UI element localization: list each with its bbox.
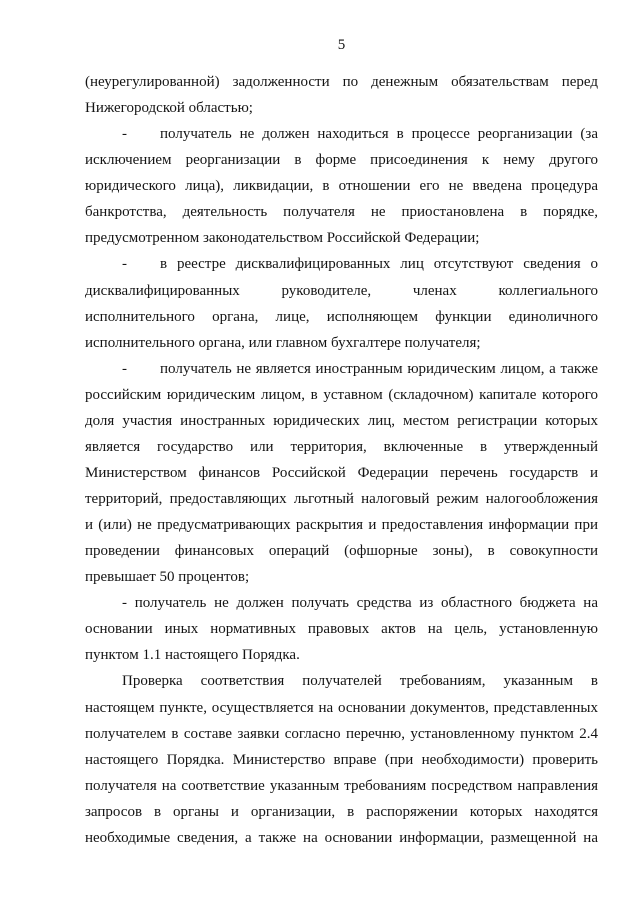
text-line: российским юридическим лицом, в уставном (складочном) капитале которого [85,386,598,403]
text-line: получателя на соответствие указанным требованиям посредством направления [85,777,598,794]
list-item-first-line [85,251,598,277]
text-line: превышает 50 процентов; [85,569,250,586]
text-line: Проверка соответствия получателей требованиям, указанным в [122,673,598,690]
text-line: пунктом 1.1 настоящего Порядка. [85,647,300,664]
page-number: 5 [337,37,346,53]
paragraph [85,668,598,850]
text-line: территорий, предоставляющих льготный налоговый режим налогообложения [85,491,598,507]
list-dash: - [122,126,127,143]
list-dash: - [122,256,127,273]
text-line: (неурегулированной) задолженности по денежным обязательствам перед [85,74,598,90]
text-line: дисквалифицированных руководителе, членах коллегиального [85,282,598,299]
text-line: - получатель не должен получать средства из областного бюджета на [122,595,598,612]
list-item [85,356,598,591]
text-line: получатель не является иностранным юридическим лицом, а также [160,360,598,377]
list-item-first-line [85,121,598,147]
list-item-first-line [85,356,598,382]
text-line: исполнительного органа, лице, исполняющем функции единоличного [85,308,598,325]
text-line: Министерством финансов Российской Федерации перечень государств и [85,464,598,481]
text-line: получателем в составе заявки согласно перечню, установленному пунктом 2.4 [85,725,598,742]
text-line: Нижегородской областью; [85,100,253,117]
text-line: юридического лица), ликвидации, в отношении его не введена процедура [85,178,598,195]
text-line: необходимые сведения, а также на основании информации, размещенной на [85,829,598,846]
document-body [85,69,598,851]
text-line: исключением реорганизации в форме присоединения к нему другого [85,152,598,169]
text-line: в реестре дисквалифицированных лиц отсутствуют сведения о [160,256,598,273]
paragraph [85,69,598,121]
text-line: и (или) не предусматривающих раскрытия и предоставления информации при [85,517,598,534]
text-line: является государство или территория, включенные в утвержденный [85,438,598,455]
text-line: доля участия иностранных юридических лиц, местом регистрации которых [85,412,598,429]
text-line: основании иных нормативных правовых актов на цель, установленную [85,621,598,638]
list-item [85,121,598,251]
text-line: настоящего Порядка. Министерство вправе (при необходимости) проверить [85,751,598,768]
list-dash: - [122,360,127,377]
text-line: настоящем пункте, осуществляется на основании документов, представленных [85,699,598,716]
list-item [85,251,598,355]
text-line: запросов в органы и организации, в распоряжении которых находятся [85,803,598,820]
text-line: проведении финансовых операций (офшорные зоны), в совокупности [85,543,598,560]
text-line: предусмотренном законодательством Российской Федерации; [85,230,480,247]
text-line: получатель не должен находиться в процессе реорганизации (за [160,126,598,143]
text-line: банкротства, деятельность получателя не приостановлена в порядке, [85,204,598,221]
text-line: исполнительного органа, или главном бухгалтере получателя; [85,334,481,351]
paragraph [85,590,598,668]
